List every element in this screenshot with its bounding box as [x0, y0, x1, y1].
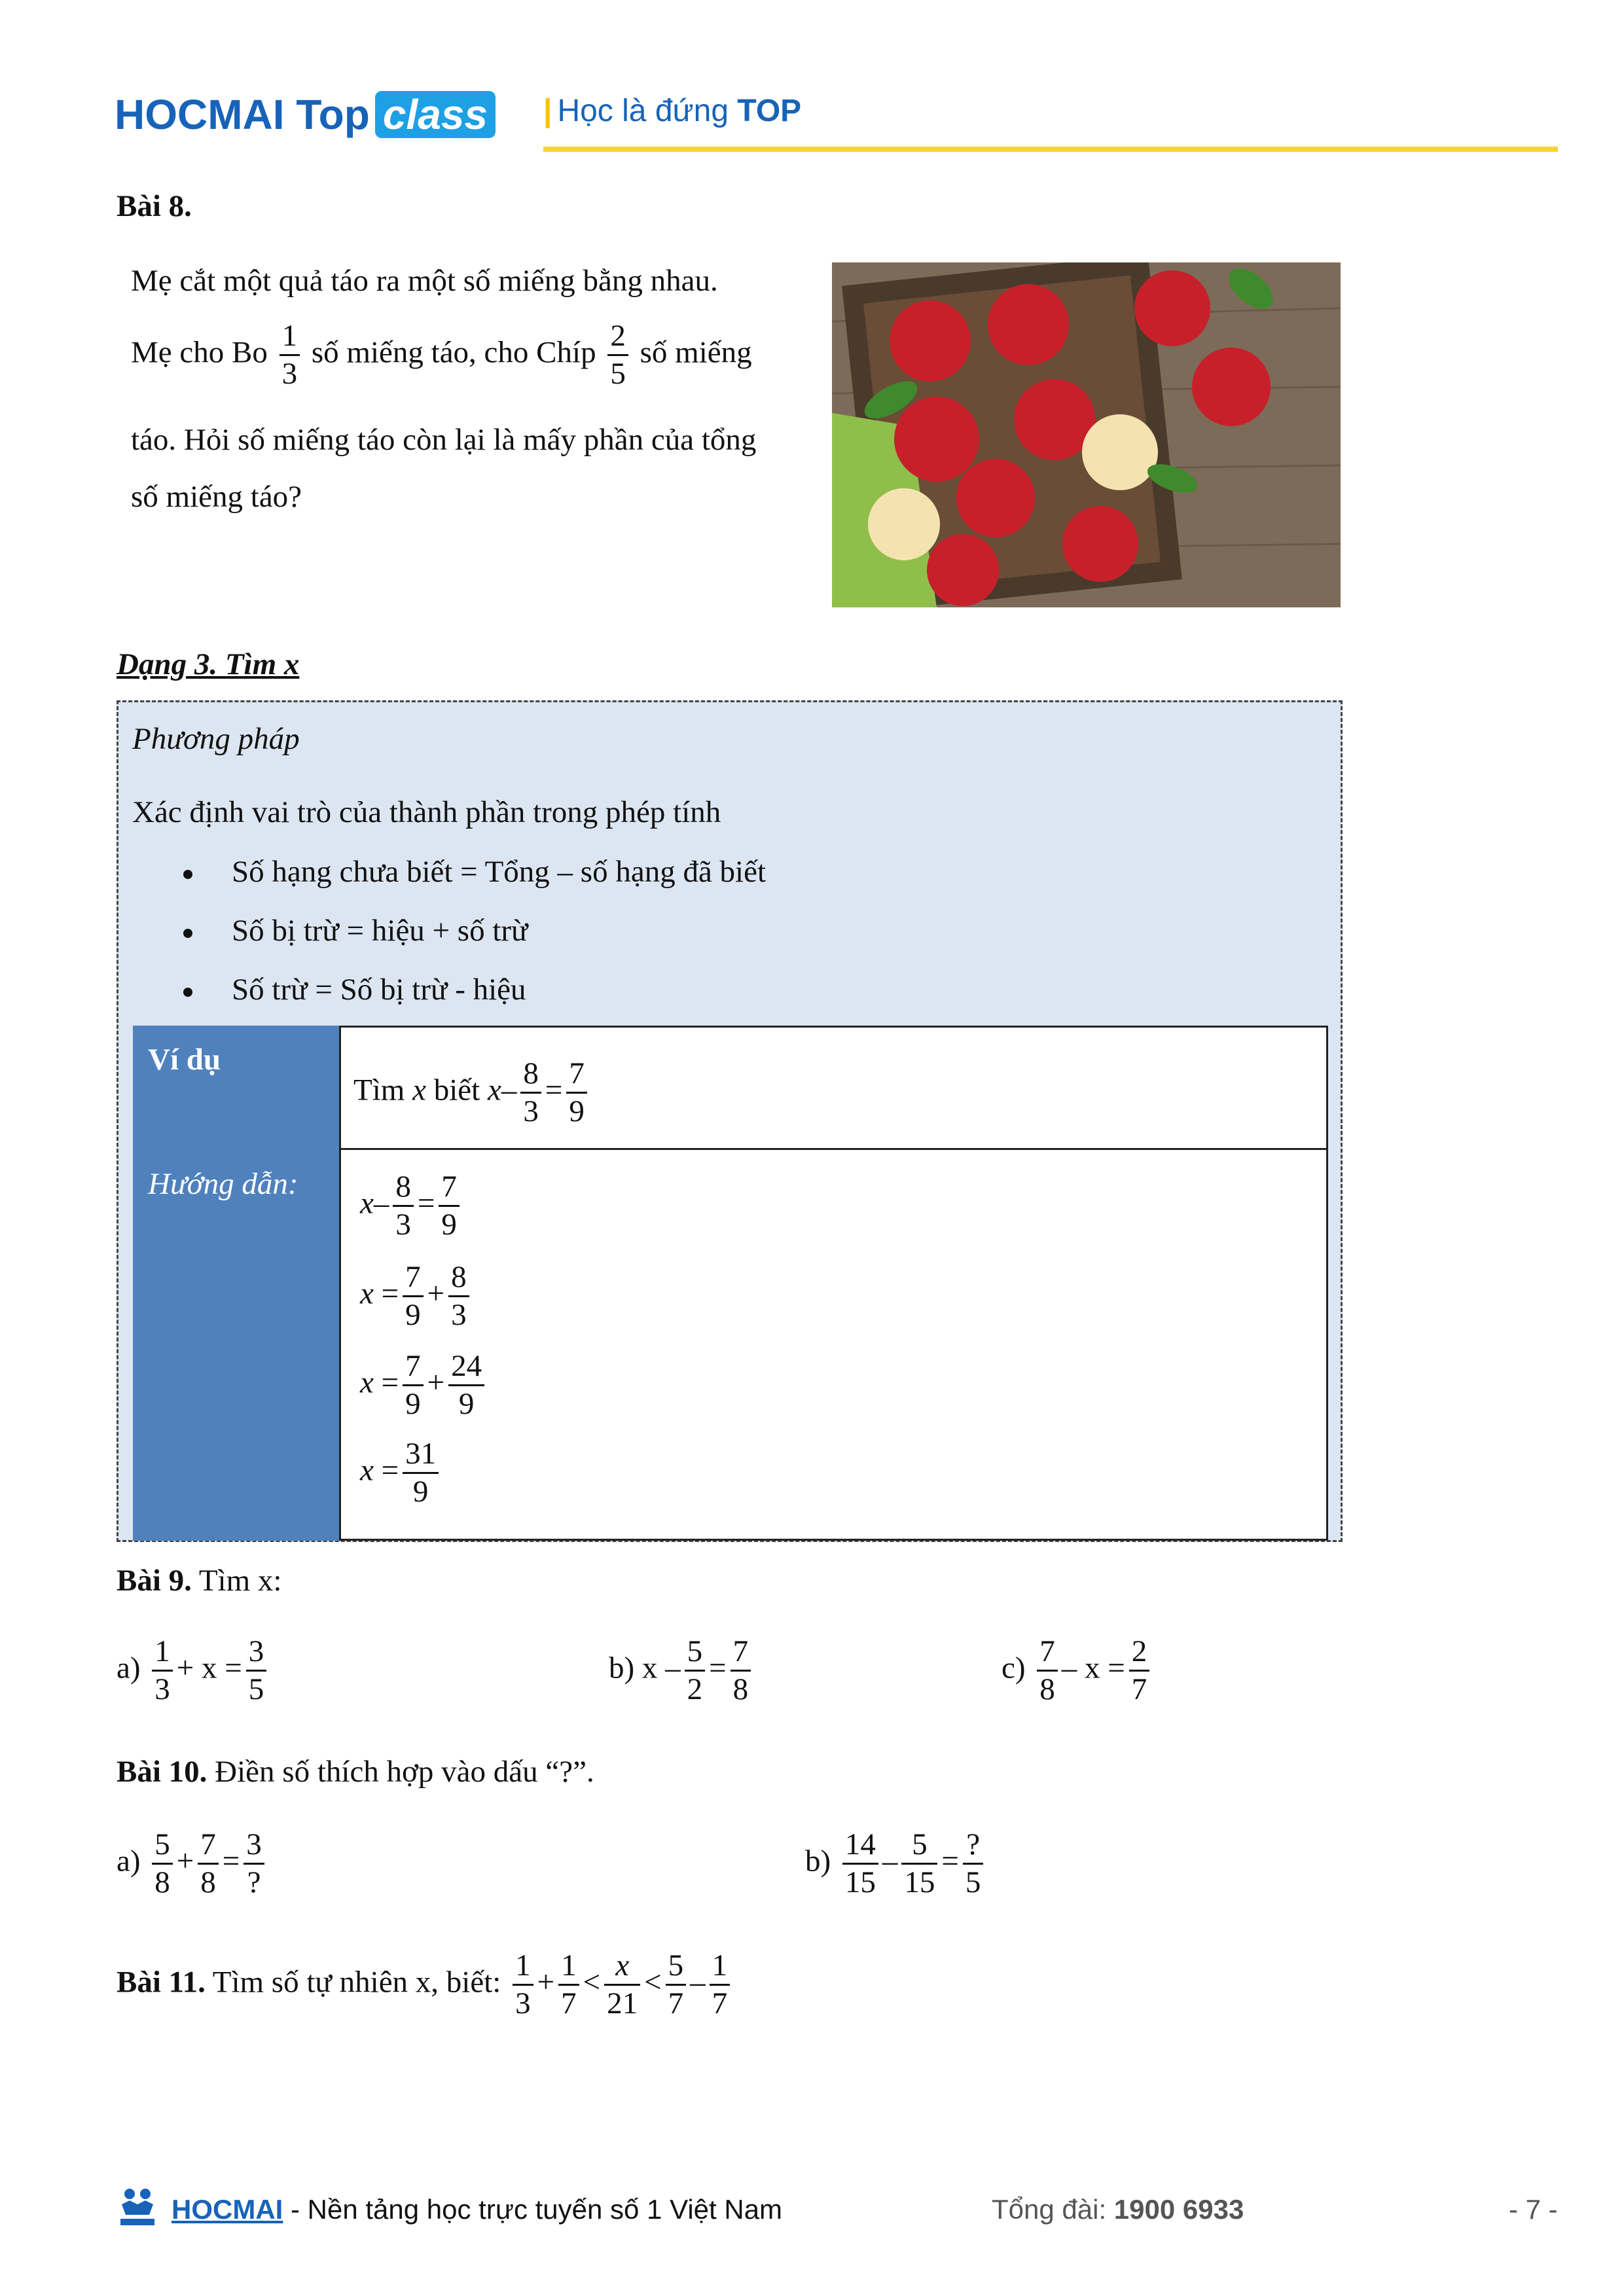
fraction: $\frac{8}{3}$ [393, 1172, 414, 1240]
fraction: $\frac{2}{7}$ [1129, 1636, 1150, 1705]
fraction: $\frac{1}{3}$ [152, 1636, 173, 1705]
fraction: $\frac{14}{15}$ [842, 1829, 878, 1898]
bai11-line: Bài 11. Tìm số tự nhiên x, biết: $\frac{1}{3}$ + $\frac{1}{7}$ < $\frac{x}{21}$ < $\frac{5}{7}$ – $\frac{1}{7}$ [117, 1950, 734, 2019]
fraction: $\frac{5}{15}$ [901, 1829, 937, 1898]
method-bullet-2 [183, 910, 528, 952]
brand-logo [115, 90, 496, 139]
bullet-text: Số hạng chưa biết = Tổng – số hạng đã biết [232, 855, 767, 889]
method-title: Phương pháp [132, 722, 300, 756]
bai9-text: Tìm x: [198, 1564, 282, 1598]
method-bullet-3 [183, 969, 526, 1011]
fraction: $\frac{1}{7}$ [558, 1950, 579, 2019]
method-intro: Xác định vai trò của thành phần trong phép tính [132, 795, 721, 829]
bai8-line2-a: Mẹ cho Bo [131, 335, 268, 370]
bai11-title: Bài 11. [117, 1965, 206, 2000]
hocmai-logo-icon [117, 2186, 158, 2228]
brand-class: class [375, 91, 496, 138]
fraction: $\frac{1}{3}$ [513, 1950, 533, 2019]
bai10-b-label: b) [805, 1844, 831, 1878]
guide-label: Hướng dẫn: [148, 1167, 298, 1201]
example-text-biet: biết [433, 1073, 480, 1107]
slogan-bar: | [543, 94, 552, 128]
bai8-title: Bài 8. [117, 189, 192, 223]
bai11-text: Tìm số tự nhiên x, biết: [212, 1965, 501, 2000]
guide-step-4: x = $\frac{31}{9}$ [360, 1439, 442, 1507]
dang3-title: Dạng 3. Tìm x [117, 647, 300, 681]
page-number: - 7 - [1509, 2194, 1558, 2225]
header-divider [543, 147, 1558, 152]
bullet-icon [183, 988, 192, 997]
fraction: $\frac{7}{8}$ [731, 1636, 751, 1705]
fraction: $\frac{7}{9}$ [566, 1058, 587, 1127]
bai10-heading [117, 1751, 594, 1793]
bai9-c: c) $\frac{7}{8}$ – x = $\frac{2}{7}$ [1001, 1636, 1153, 1705]
bai8-line2-b: số miếng táo, cho Chíp [311, 335, 596, 370]
example-label: Ví dụ [148, 1043, 221, 1077]
hotline-label: Tổng đài: [992, 2194, 1107, 2225]
bullet-text: Số bị trừ = hiệu + số trừ [232, 914, 528, 948]
bai8-line4: số miếng táo? [131, 480, 302, 514]
fraction: $\frac{7}{9}$ [403, 1351, 424, 1420]
bai9-b-label: b) [609, 1651, 635, 1685]
bai10-b: b) $\frac{14}{15}$ – $\frac{5}{15}$ = $\frac{?}{5}$ [805, 1829, 987, 1898]
footer-brand-link[interactable]: HOCMAI [171, 2194, 283, 2225]
bai8-line2-c: số miếng [640, 335, 752, 370]
fraction: $\frac{3}{5}$ [246, 1636, 267, 1705]
bai9-c-label: c) [1001, 1651, 1026, 1685]
fraction: $\frac{5}{8}$ [152, 1829, 173, 1898]
bullet-icon [183, 870, 192, 879]
table-column-divider [339, 1026, 341, 1541]
bai9-title: Bài 9. [117, 1564, 192, 1598]
bai10-a: a) $\frac{5}{8}$ + $\frac{7}{8}$ = $\frac{3}{?}$ [117, 1829, 268, 1898]
footer-tagline-text: - Nền tảng học trực tuyến số 1 Việt Nam [291, 2194, 783, 2225]
bullet-text: Số trừ = Số bị trừ - hiệu [232, 973, 526, 1007]
apple-photo [832, 262, 1341, 607]
hotline-number: 1900 6933 [1113, 2194, 1244, 2225]
fraction: $\frac{7}{8}$ [198, 1829, 219, 1898]
guide-step-3: x = $\frac{7}{9}$ + $\frac{24}{9}$ [360, 1351, 488, 1420]
bai10-title: Bài 10. [117, 1755, 208, 1789]
fraction: $\frac{1}{3}$ [280, 321, 300, 389]
fraction: $\frac{x}{21}$ [604, 1950, 640, 2019]
example-var: x [412, 1073, 426, 1107]
bai9-b: b) x – $\frac{5}{2}$ = $\frac{7}{8}$ [609, 1636, 755, 1705]
fraction: $\frac{8}{3}$ [520, 1058, 541, 1127]
bullet-icon [183, 929, 192, 938]
slogan-highlight: TOP [737, 94, 802, 128]
bai9-a-label: a) [117, 1651, 141, 1685]
guide-step-2: x = $\frac{7}{9}$ + $\frac{8}{3}$ [360, 1262, 473, 1331]
fraction: $\frac{31}{9}$ [403, 1439, 439, 1507]
brand-main: HOCMAI Top [115, 91, 370, 138]
bai9-heading [117, 1560, 281, 1602]
bai8-line2 [131, 321, 752, 389]
fraction: $\frac{3}{?}$ [244, 1829, 264, 1898]
method-bullet-1 [183, 851, 766, 893]
fraction: $\frac{7}{8}$ [1037, 1636, 1058, 1705]
bai8-line1: Mẹ cắt một quả táo ra một số miếng bằng nhau. [131, 264, 718, 298]
fraction: $\frac{24}{9}$ [448, 1351, 484, 1420]
fraction: $\frac{5}{2}$ [685, 1636, 706, 1705]
footer-tagline [171, 2194, 782, 2225]
header-slogan [543, 93, 801, 129]
fraction: $\frac{1}{7}$ [710, 1950, 731, 2019]
bai10-a-label: a) [117, 1844, 141, 1878]
bai10-text: Điền số thích hợp vào dấu “?”. [215, 1755, 594, 1789]
table-row-divider [339, 1148, 1328, 1150]
example-table-label-column [133, 1026, 339, 1541]
fraction: $\frac{?}{5}$ [963, 1829, 984, 1898]
fraction: $\frac{7}{9}$ [439, 1172, 460, 1240]
fraction: $\frac{7}{9}$ [403, 1262, 424, 1331]
fraction: $\frac{2}{5}$ [607, 321, 628, 389]
footer-hotline [992, 2194, 1244, 2225]
fraction: $\frac{5}{7}$ [666, 1950, 687, 2019]
bai9-a: a) $\frac{1}{3}$ + x = $\frac{3}{5}$ [117, 1636, 270, 1705]
bai8-line3: táo. Hỏi số miếng táo còn lại là mấy phần của tổng [131, 423, 757, 457]
guide-step-1: x– $\frac{8}{3}$ = $\frac{7}{9}$ [360, 1172, 463, 1240]
fraction: $\frac{8}{3}$ [448, 1262, 469, 1331]
example-text: Tìm x biết x– $\frac{8}{3}$ = $\frac{7}{9}$ [353, 1058, 591, 1127]
example-text-tim: Tìm [353, 1073, 405, 1107]
slogan-text: Học là đứng [557, 94, 729, 128]
